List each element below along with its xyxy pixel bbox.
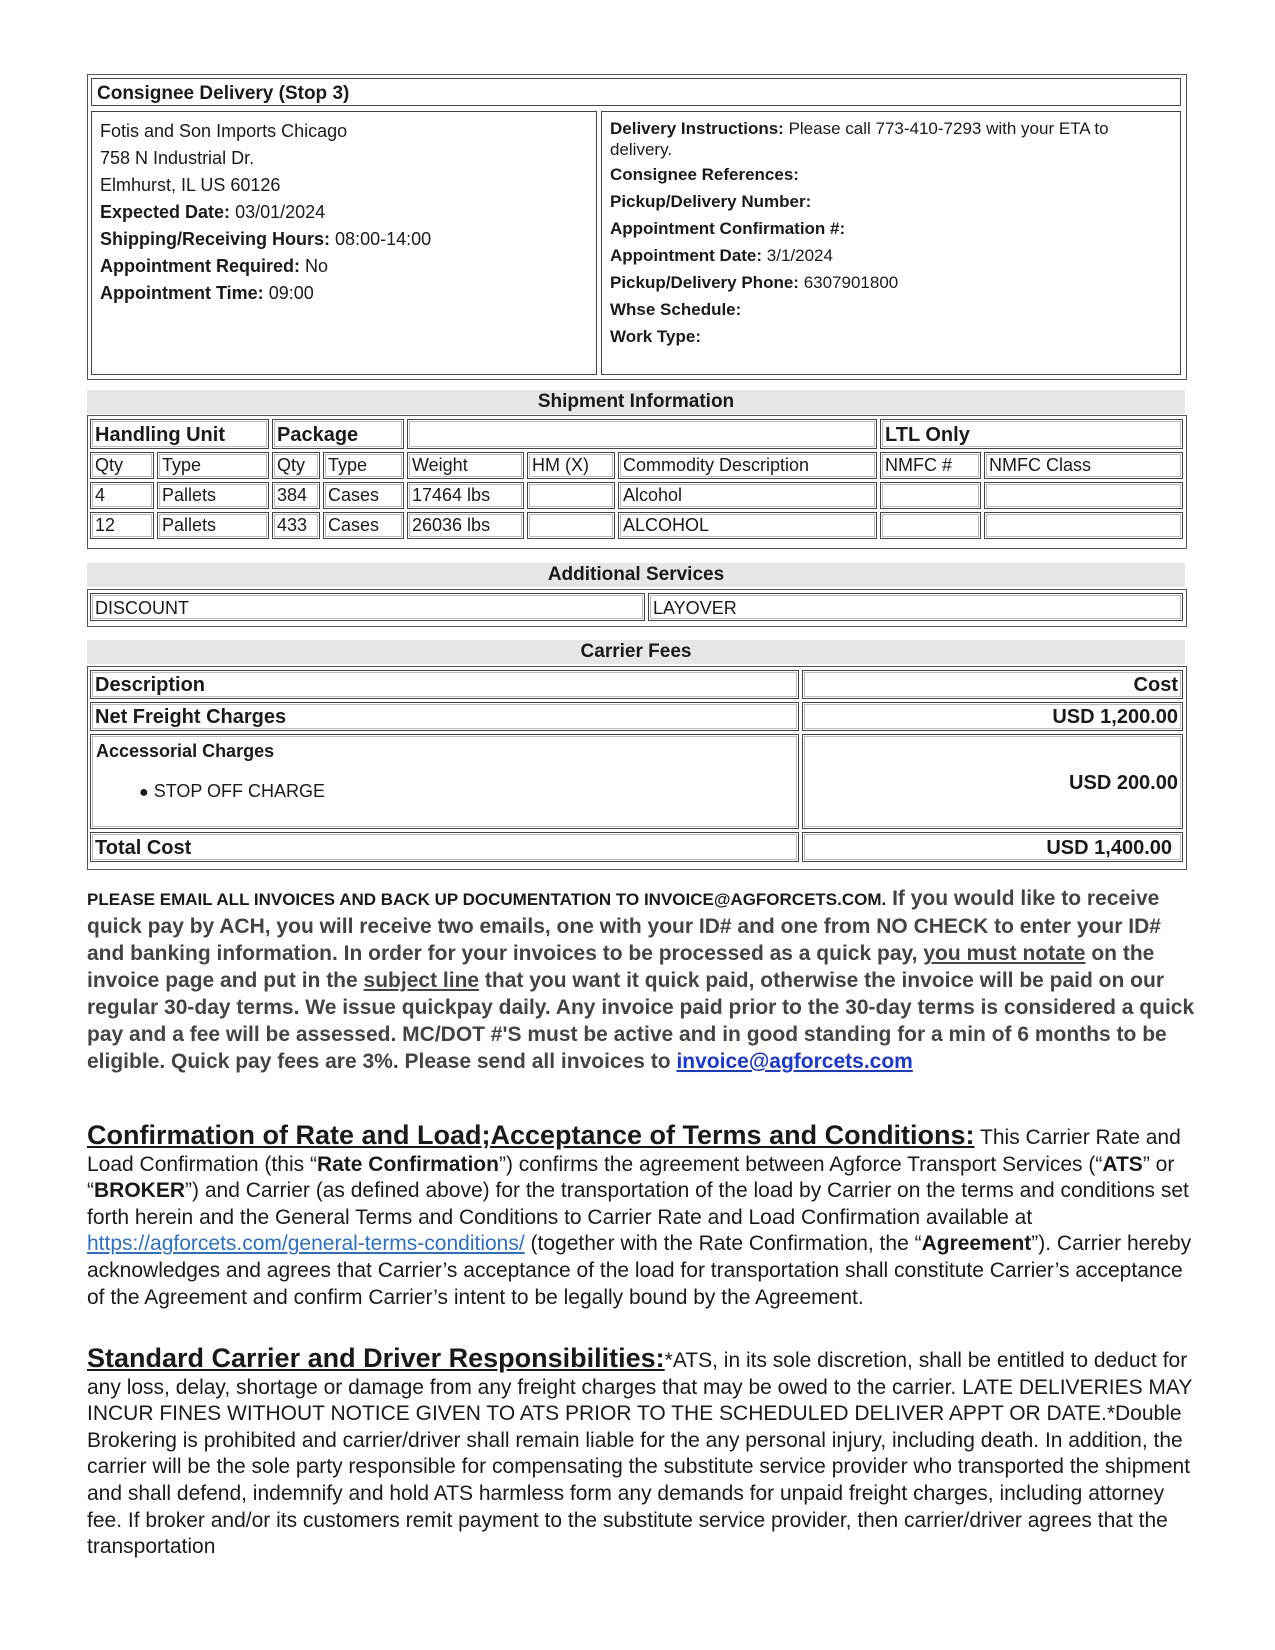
hours-value: 08:00-14:00 [335, 229, 432, 249]
group-header-blank [407, 419, 877, 449]
table-row-1-nmfc-class [984, 482, 1183, 509]
col-header-hm: HM (X) [527, 452, 615, 479]
terms-conditions-link[interactable]: https://agforcets.com/general-terms-conditions/ [87, 1232, 525, 1256]
invoice-notice-text-3: that you want it quick paid, otherwise the invoice will be paid on our regular 30-day terms. We issue quickpay daily. Any invoice paid prior to the 30-day terms is considered a quick pay and a fee will be assessed. MC/DOT #'S must be active and in good standing for a min of 6 months to be eligible. Quick pay fees are 3%. Please send all invoices to [87, 969, 1195, 1073]
delivery-instructions-value: Please call 773-410-7293 with your ETA to delivery. [610, 119, 1109, 159]
appt-time-label: Appointment Time: [100, 283, 264, 303]
col-header-nmfc-number: NMFC # [880, 452, 981, 479]
col-header-commodity: Commodity Description [618, 452, 877, 479]
terms-text-7: *ATS, in its sole discretion, shall be entitled to deduct for any loss, delay, shortage or damage from any freight charges that may be owed to the carrier. LATE DELIVERIES MAY INCUR FINES WITHOUT NOTICE GIVEN TO ATS PRIOR TO THE SCHEDULED DELIVER APPT OR DATE.*Double Brokering is prohibited and carrier/driver shall remain liable for the any personal injury, including death. In addition, the carrier will be the sole party responsible for compensating the substitute service provider who transported the shipment and shall defend, indemnify and hold ATS harmless form any demands for unpaid freight charges, including attorney fee. If broker and/or its customers remit payment to the substitute service provider, then carrier/driver agrees that the transportation [87, 1349, 1192, 1559]
invoice-notice-text-2: on the invoice page and put in the [87, 942, 1155, 992]
appt-required-value: No [305, 256, 329, 276]
total-cost-value: USD 1,400.00 [802, 832, 1183, 862]
col-header-package-qty: Qty [272, 452, 320, 479]
terms-text-1: This Carrier Rate and Load Confirmation (this “ [87, 1126, 1181, 1176]
terms-text-5: (together with the Rate Confirmation, the “ [530, 1232, 922, 1256]
expected-date-value: 03/01/2024 [235, 202, 326, 222]
group-header-ltl-only: LTL Only [880, 419, 1183, 449]
table-row-1-hm [527, 482, 615, 509]
col-header-handling-type: Type [157, 452, 269, 479]
table-row-1-handling-qty: 4 [90, 482, 154, 509]
fees-description-header: Description [90, 670, 799, 699]
appointment-date-value: 3/1/2024 [766, 246, 833, 265]
table-row-1-commodity: Alcohol [618, 482, 877, 509]
carrier-fees-title: Carrier Fees [87, 640, 1185, 664]
terms-text-4: ”) and Carrier (as defined above) for the transportation of the load by Carrier on the terms and conditions set forth herein and the General Terms and Conditions to Carrier Rate and Load Confirmation available at [87, 1179, 1189, 1229]
table-row-2-package-qty: 433 [272, 512, 320, 539]
consignee-left-cell [91, 111, 597, 375]
work-type-label: Work Type: [610, 327, 701, 346]
delivery-instructions-label: Delivery Instructions: [610, 119, 784, 138]
accessorial-cell [90, 734, 799, 829]
consignee-title: Consignee Delivery (Stop 3) [97, 83, 350, 104]
shipment-table [87, 415, 1187, 549]
hours-label: Shipping/Receiving Hours: [100, 229, 331, 249]
total-cost-label: Total Cost [90, 832, 799, 862]
net-freight-label: Net Freight Charges [90, 702, 799, 731]
table-row-2-handling-qty: 12 [90, 512, 154, 539]
table-row-1-nmfc-number [880, 482, 981, 509]
consignee-address-line2: Elmhurst, IL US 60126 [100, 175, 281, 195]
delivery-instructions-row [610, 118, 1170, 160]
group-header-handling-unit: Handling Unit [90, 419, 269, 449]
table-row-2-weight: 26036 lbs [407, 512, 524, 539]
hours-row [100, 228, 431, 255]
service-item-layover: LAYOVER [648, 593, 1183, 621]
terms-paragraph-1 [87, 1122, 1197, 1311]
shipment-information-title: Shipment Information [87, 390, 1185, 414]
terms-bold-ats: ATS [1102, 1152, 1143, 1176]
appt-time-row [100, 282, 431, 309]
consignee-section [87, 74, 1187, 380]
table-row-2-nmfc-class [984, 512, 1183, 539]
table-row-1-package-type: Cases [323, 482, 404, 509]
appt-required-row [100, 255, 431, 282]
pickup-delivery-phone-label: Pickup/Delivery Phone: [610, 273, 799, 292]
pickup-delivery-phone-row [610, 272, 1170, 299]
appointment-confirmation-label: Appointment Confirmation #: [610, 219, 846, 238]
fees-cost-header: Cost [802, 670, 1183, 699]
consignee-address-line1: 758 N Industrial Dr. [100, 148, 255, 168]
consignee-right-cell [601, 111, 1181, 375]
col-header-weight: Weight [407, 452, 524, 479]
table-row-2-commodity: ALCOHOL [618, 512, 877, 539]
table-row-1-handling-type: Pallets [157, 482, 269, 509]
expected-date-label: Expected Date: [100, 202, 231, 222]
consignee-name: Fotis and Son Imports Chicago [100, 121, 348, 141]
table-row-2-hm [527, 512, 615, 539]
carrier-fees-table [87, 666, 1187, 870]
terms-bold-agreement: Agreement [921, 1232, 1032, 1256]
appointment-date-row [610, 245, 1170, 272]
table-row-2-package-type: Cases [323, 512, 404, 539]
accessorial-value-cell [802, 734, 1183, 829]
additional-services-title: Additional Services [87, 563, 1185, 587]
terms-bold-rate-confirmation: Rate Confirmation [316, 1152, 499, 1176]
invoice-notice-underline-2: subject line [363, 969, 480, 992]
accessorial-item-label: STOP OFF CHARGE [153, 781, 326, 801]
group-header-package: Package [272, 419, 404, 449]
terms-paragraph-2 [87, 1345, 1197, 1561]
terms-text-2: ”) confirms the agreement between Agforce Transport Services (“ [498, 1152, 1103, 1176]
col-header-package-type: Type [323, 452, 404, 479]
table-row-1-weight: 17464 lbs [407, 482, 524, 509]
pickup-delivery-phone-value: 6307901800 [803, 273, 899, 292]
terms-text-3: ” or “ [87, 1152, 1175, 1203]
pickup-delivery-number-label: Pickup/Delivery Number: [610, 192, 812, 211]
consignee-references-label: Consignee References: [610, 165, 799, 184]
invoice-notice-underline-1: you must notate [923, 942, 1086, 965]
appointment-date-label: Appointment Date: [610, 246, 763, 265]
service-item-discount: DISCOUNT [90, 593, 645, 621]
accessorial-value: USD 200.00 [1069, 772, 1178, 794]
appt-time-value: 09:00 [268, 283, 314, 303]
accessorial-label: Accessorial Charges [96, 741, 275, 761]
terms-heading-2: Standard Carrier and Driver Responsibilities: [87, 1343, 665, 1373]
consignee-title-cell [91, 78, 1181, 106]
col-header-nmfc-class: NMFC Class [984, 452, 1183, 479]
terms-text-6: ”). Carrier hereby acknowledges and agrees that Carrier’s acceptance of the load for transportation shall constitute Carrier’s acceptance of the Agreement and confirm Carrier’s intent to be legally bound by the Agreement. [87, 1232, 1192, 1309]
accessorial-item [139, 779, 325, 805]
invoice-notice-lead: PLEASE EMAIL ALL INVOICES AND BACK UP DOCUMENTATION TO INVOICE@AGFORCETS.COM. [87, 890, 887, 909]
invoice-email-link[interactable]: invoice@agforcets.com [676, 1050, 913, 1073]
col-header-handling-qty: Qty [90, 452, 154, 479]
terms-heading-1: Confirmation of Rate and Load;Acceptance of Terms and Conditions: [87, 1120, 975, 1150]
additional-services-table [87, 589, 1187, 627]
invoice-notice-text-1: If you would like to receive quick pay by ACH, you will receive two emails, one with your ID# and one from NO CHECK to enter your ID# and banking information. In order for your invoices to be processed as a quick pay, [87, 887, 1161, 965]
terms-bold-broker: BROKER [94, 1179, 186, 1203]
appt-required-label: Appointment Required: [100, 256, 300, 276]
bullet-icon: ● [139, 784, 149, 801]
table-row-2-nmfc-number [880, 512, 981, 539]
invoice-notice [87, 885, 1197, 1075]
table-row-2-handling-type: Pallets [157, 512, 269, 539]
net-freight-value: USD 1,200.00 [802, 702, 1183, 731]
whse-schedule-label: Whse Schedule: [610, 300, 742, 319]
expected-date-row [100, 201, 431, 228]
table-row-1-package-qty: 384 [272, 482, 320, 509]
